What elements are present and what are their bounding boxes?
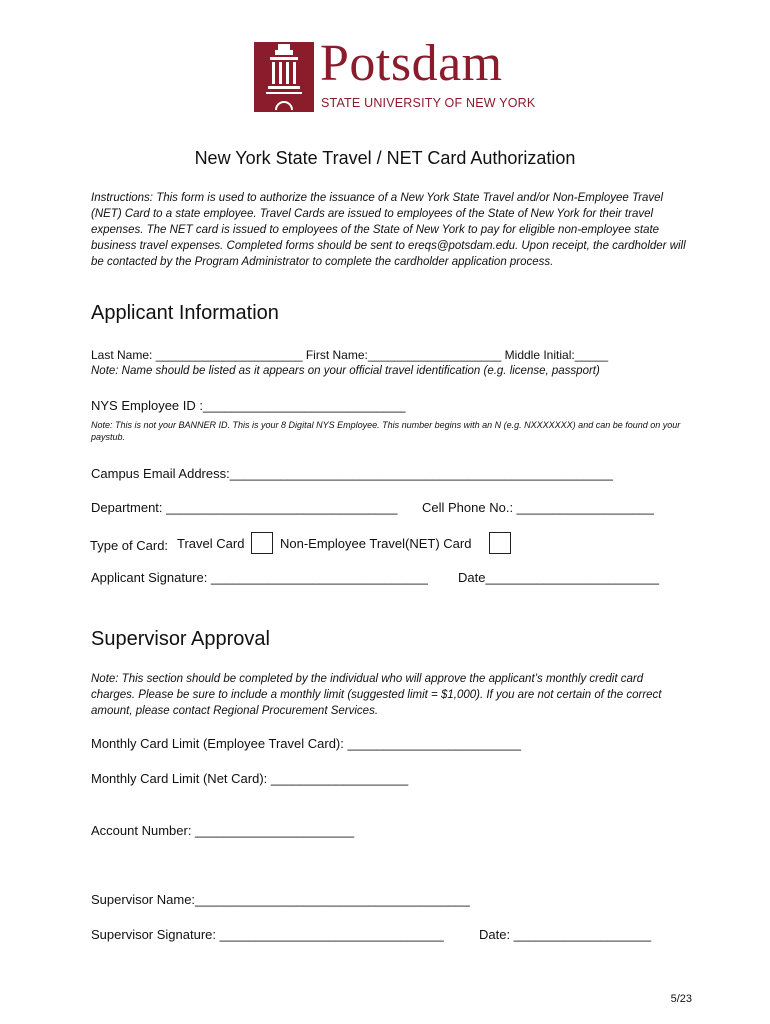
supervisor-heading: Supervisor Approval [91, 628, 270, 650]
form-title: New York State Travel / NET Card Authorization [194, 148, 576, 168]
clock-tower-icon [254, 38, 314, 112]
supervisor-date-field[interactable]: Date: ___________________ [479, 927, 652, 942]
potsdam-logo [254, 35, 544, 112]
applicant-signature-field[interactable]: Applicant Signature: ______________________________ [91, 570, 428, 585]
logo-subtitle: STATE UNIVERSITY OF NEW YORK [321, 96, 536, 110]
monthly-limit-net-field[interactable]: Monthly Card Limit (Net Card): ___________________ [91, 771, 409, 786]
employee-id-field[interactable]: NYS Employee ID :____________________________ [91, 398, 406, 413]
cell-phone-field[interactable]: Cell Phone No.: ___________________ [422, 500, 655, 515]
travel-card-label: Travel Card [177, 536, 245, 551]
page-number: 5/23 [670, 993, 692, 1005]
net-card-checkbox[interactable] [489, 532, 511, 554]
name-note: Note: Name should be listed as it appears on your official travel identification (e.g. license, passport) [91, 365, 600, 377]
applicant-heading: Applicant Information [91, 302, 279, 324]
email-field[interactable]: Campus Email Address:_____________________________________________________ [91, 466, 613, 481]
supervisor-signature-field[interactable]: Supervisor Signature: _______________________________ [91, 927, 444, 942]
card-type-label: Type of Card: [90, 538, 169, 553]
net-card-label: Non-Employee Travel(NET) Card [280, 536, 472, 551]
account-number-field[interactable]: Account Number: ______________________ [91, 823, 355, 838]
applicant-date-field[interactable]: Date________________________ [458, 570, 659, 585]
department-field[interactable]: Department: ________________________________ [91, 500, 398, 515]
supervisor-name-field[interactable]: Supervisor Name:______________________________________ [91, 892, 470, 907]
travel-card-checkbox[interactable] [251, 532, 273, 554]
name-field[interactable]: Last Name: ______________________ First Name:____________________ Middle Initial:_____ [91, 348, 609, 362]
instructions: Instructions: This form is used to authorize the issuance of a New York State Travel and/or Non-Employee Travel (NET) Card to a state employee. Travel Cards are issued to employees of the State of New York for their travel expenses. The NET card is issued to employees of the State of New York to pay for eligible non-employee state business travel expenses. Completed forms should be sent to ereqs@potsdam.edu. Upon receipt, the cardholder will be contacted by the Program Administrator to complete the cardholder application process. [91, 192, 686, 268]
employee-id-note: Note: This is not your BANNER ID. This is your 8 Digital NYS Employee. This number begins with an N (e.g. NXXXXXXX) and can be found on your paystub. [91, 420, 681, 442]
logo-name: Potsdam [320, 35, 503, 92]
supervisor-note: Note: This section should be completed by the individual who will approve the applicant’s monthly credit card charges. Please be sure to include a monthly limit (suggested limit = $1,000). If you are not certain of the correct amount, please contact Regional Procurement Services. [91, 673, 662, 717]
monthly-limit-travel-field[interactable]: Monthly Card Limit (Employee Travel Card): ________________________ [91, 736, 521, 751]
